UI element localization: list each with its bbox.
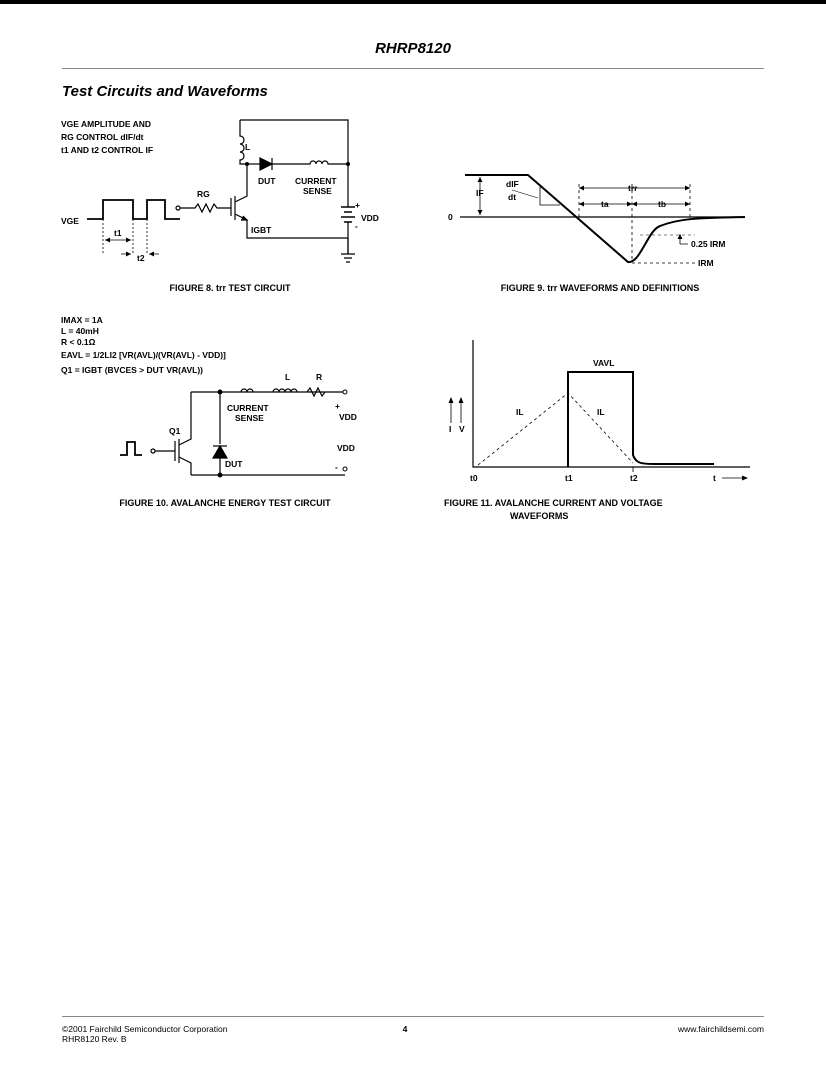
fig11-il-left: IL [516, 407, 524, 417]
fig10-vdd-bottom: VDD [337, 443, 355, 453]
fig11-vavl-label: VAVL [593, 358, 615, 368]
fig11-t1-label: t1 [565, 473, 573, 483]
fig8-current-sense-1: CURRENT [295, 176, 337, 186]
fig10-dut-label: DUT [225, 459, 243, 469]
fig10-r-label: R [316, 372, 323, 382]
fig8-t2-label: t2 [137, 253, 145, 263]
fig9-irm-label: IRM [698, 258, 714, 268]
fig9-if-label: IF [476, 188, 484, 198]
fig11-i-label: I [449, 424, 452, 434]
footer-page-number: 4 [402, 1024, 408, 1034]
fig10-l-label: L [285, 372, 291, 382]
fig9-dif-label: dIF [506, 179, 519, 189]
fig8-plus: + [355, 200, 360, 210]
fig9-zero-label: 0 [448, 212, 453, 222]
fig10-note-4: EAVL = 1/2LI2 [VR(AVL)/(VR(AVL) - VDD)] [61, 350, 226, 360]
fig10-note-5: Q1 = IGBT (BVCES > DUT VR(AVL)) [61, 365, 203, 375]
fig8-minus: - [355, 221, 358, 231]
figure-9-caption: FIGURE 9. trr WAVEFORMS AND DEFINITIONS [500, 283, 700, 293]
fig8-current-sense-2: SENSE [303, 186, 332, 196]
fig10-current-sense-1: CURRENT [227, 403, 269, 413]
fig10-minus: - [335, 462, 338, 472]
fig11-v-label: V [459, 424, 465, 434]
fig8-l-label: L [245, 142, 251, 152]
figure-11-avalanche-waveforms [440, 335, 760, 490]
fig8-note-3: t1 AND t2 CONTROL IF [61, 145, 154, 155]
fig8-t1-label: t1 [114, 228, 122, 238]
figure-11-caption-line-1: FIGURE 11. AVALANCHE CURRENT AND VOLTAGE [444, 498, 663, 508]
figure-11-caption-line-2: WAVEFORMS [510, 511, 569, 521]
top-black-bar [0, 0, 826, 4]
fig10-note-3: R < 0.1Ω [61, 337, 96, 347]
figure-8-caption: FIGURE 8. trr TEST CIRCUIT [169, 283, 291, 293]
fig11-il-right: IL [597, 407, 605, 417]
footer-url: www.fairchildsemi.com [678, 1024, 764, 1034]
fig10-note-2: L = 40mH [61, 326, 99, 336]
fig10-q1-label: Q1 [169, 426, 181, 436]
fig8-vge-label: VGE [61, 216, 79, 226]
fig10-plus: + [335, 401, 340, 411]
fig8-vdd-label: VDD [361, 213, 379, 223]
fig9-dt-label: dt [508, 192, 517, 202]
fig10-current-sense-2: SENSE [235, 413, 264, 423]
section-title: Test Circuits and Waveforms [62, 83, 268, 100]
fig9-ta-label: ta [601, 199, 609, 209]
figure-11-caption [444, 498, 734, 521]
fig8-dut-label: DUT [258, 176, 276, 186]
fig11-t-label: t [713, 473, 716, 483]
footer-copyright: ©2001 Fairchild Semiconductor Corporation [62, 1024, 228, 1034]
figure-10-caption: FIGURE 10. AVALANCHE ENERGY TEST CIRCUIT [119, 498, 331, 508]
fig9-tb-label: tb [658, 199, 667, 209]
fig10-note-1: IMAX = 1A [61, 315, 103, 325]
fig8-rg-label: RG [197, 189, 210, 199]
fig8-note-2: RG CONTROL dIF/dt [61, 132, 144, 142]
fig11-t2-label: t2 [630, 473, 638, 483]
fig11-t0-label: t0 [470, 473, 478, 483]
figure-10-avalanche-test-circuit [55, 310, 375, 480]
footer-revision: RHR8120 Rev. B [62, 1034, 127, 1044]
fig8-note-1: VGE AMPLITUDE AND [61, 119, 152, 129]
footer-rule [62, 1016, 764, 1017]
figure-9-trr-waveforms [440, 160, 760, 275]
document-header-title: RHRP8120 [375, 40, 451, 57]
fig8-igbt-label: IGBT [251, 225, 272, 235]
fig9-trr-label: trr [628, 183, 638, 193]
fig9-irm025-label: 0.25 IRM [691, 239, 726, 249]
figure-8-trr-test-circuit [55, 112, 379, 277]
header-rule [62, 68, 764, 69]
fig10-vdd-top: VDD [339, 412, 357, 422]
